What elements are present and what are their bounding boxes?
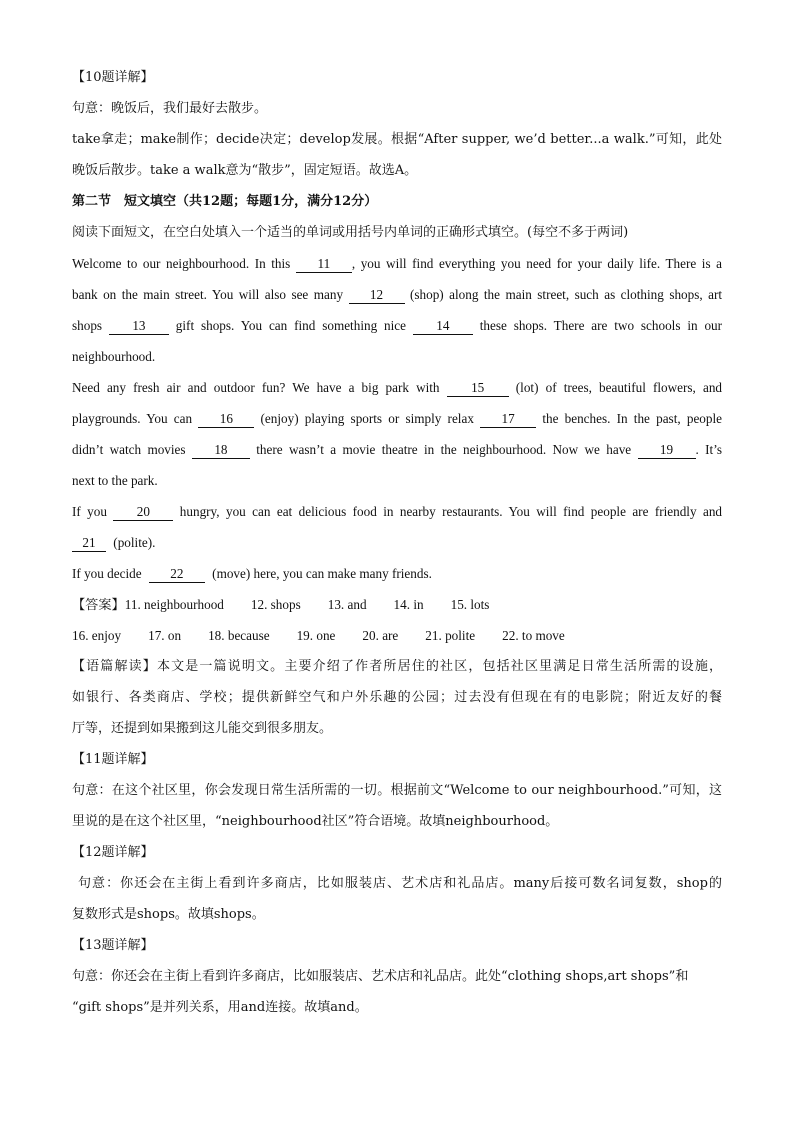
answer-item: 13. and <box>327 597 367 612</box>
blank-19: 19 <box>638 442 696 459</box>
q11-line-2: 里说的是在这个社区里，“neighbourhood社区”符合语境。故填neighbourhood。 <box>72 814 559 829</box>
passage-line <box>72 558 722 589</box>
analysis-label: 【语篇解读】 <box>72 659 157 674</box>
passage-text: playgrounds. You can <box>72 411 193 426</box>
analysis-line-1 <box>72 651 722 682</box>
passage-text: shops <box>72 318 103 333</box>
passage-line <box>72 496 722 527</box>
passage-text: (lot) of trees, beautiful flowers, and <box>515 380 722 395</box>
blank-15: 15 <box>447 380 509 397</box>
document-page <box>72 62 722 1023</box>
blank-18: 18 <box>192 442 250 459</box>
passage-text: If you decide <box>72 566 142 581</box>
blank-11: 11 <box>296 256 352 273</box>
passage-text: bank on the main street. You will also see many <box>72 287 344 302</box>
q12-heading: 【12题详解】 <box>72 845 154 860</box>
passage-line <box>72 248 722 279</box>
answer-item: 20. are <box>362 628 399 643</box>
passage-text: , you will find everything you need for your daily life. There is a <box>351 256 722 271</box>
blank-13: 13 <box>109 318 169 335</box>
section-instruction: 阅读下面短文，在空白处填入一个适当的单词或用括号内单词的正确形式填空。(每空不多于两词) <box>72 225 629 240</box>
blank-21: 21 <box>72 535 106 552</box>
passage-line: neighbourhood. <box>72 349 156 364</box>
answers-row-2 <box>72 620 722 651</box>
answers-row-1 <box>72 589 722 620</box>
q13-line-2: “gift shops”是并列关系，用and连接。故填and。 <box>72 1000 368 1015</box>
passage-text: there wasn’t a movie theatre in the neighbourhood. Now we have <box>256 442 632 457</box>
blank-14: 14 <box>413 318 473 335</box>
answer-item: 17. on <box>148 628 182 643</box>
passage-line <box>72 527 722 558</box>
passage-text: gift shops. You can find something nice <box>175 318 406 333</box>
passage-text: hungry, you can eat delicious food in nearby restaurants. You will find people are friendly and <box>179 504 722 519</box>
q10-explanation-line1: take拿走；make制作；decide决定；develop发展。根据“After supper, we’d better...a walk.”可知，此处 <box>72 132 722 147</box>
passage-line <box>72 310 722 341</box>
q11-heading: 【11题详解】 <box>72 752 154 767</box>
answer-item: 18. because <box>208 628 270 643</box>
answer-item: 16. enjoy <box>72 628 122 643</box>
answer-item: 14. in <box>393 597 424 612</box>
section-title: 第二节 短文填空（共12题；每题1分，满分12分） <box>72 194 378 209</box>
passage-line <box>72 372 722 403</box>
blank-16: 16 <box>198 411 254 428</box>
passage-text: . It’s <box>695 442 722 457</box>
blank-12: 12 <box>349 287 405 304</box>
answer-item: 22. to move <box>502 628 565 643</box>
analysis-line-3: 厅等，还提到如果搬到这儿能交到很多朋友。 <box>72 721 333 736</box>
passage-line <box>72 279 722 310</box>
passage-line <box>72 403 722 434</box>
passage-text: (enjoy) playing sports or simply relax <box>260 411 474 426</box>
q11-line-1: 句意：在这个社区里，你会发现日常生活所需的一切。根据前文“Welcome to our neighbourhood.”可知，这 <box>72 783 722 798</box>
answer-item: 19. one <box>296 628 336 643</box>
answer-item: 15. lots <box>450 597 490 612</box>
answers-label: 【答案】 <box>72 597 125 612</box>
passage-text: these shops. There are two schools in our <box>479 318 722 333</box>
answer-item: 12. shops <box>250 597 301 612</box>
passage-line: next to the park. <box>72 473 158 488</box>
passage-text: Need any fresh air and outdoor fun? We have a big park with <box>72 380 440 395</box>
passage-text: (move) here, you can make many friends. <box>212 566 432 581</box>
blank-17: 17 <box>480 411 536 428</box>
q12-line-2: 复数形式是shops。故填shops。 <box>72 907 265 922</box>
analysis-text: 本文是一篇说明文。主要介绍了作者所居住的社区，包括社区里满足日常生活所需的设施， <box>156 659 722 674</box>
passage-line <box>72 434 722 465</box>
q10-explanation-line2: 晚饭后散步。take a walk意为“散步”，固定短语。故选A。 <box>72 163 418 178</box>
analysis-line-2: 如银行、各类商店、学校；提供新鲜空气和户外乐趣的公园；过去没有但现在有的电影院；附近友好的餐 <box>72 690 722 705</box>
q10-meaning: 句意：晚饭后，我们最好去散步。 <box>72 101 268 116</box>
answer-item: 11. neighbourhood <box>124 597 224 612</box>
q10-heading: 【10题详解】 <box>72 70 154 85</box>
answer-item: 21. polite <box>425 628 476 643</box>
q12-line-1: 句意：你还会在主街上看到许多商店，比如服装店、艺术店和礼品店。many后接可数名词复数，shop的 <box>78 876 722 891</box>
passage-text: Welcome to our neighbourhood. In this <box>72 256 291 271</box>
passage-text: the benches. In the past, people <box>542 411 722 426</box>
q13-line-1: 句意：你还会在主街上看到许多商店，比如服装店、艺术店和礼品店。此处“clothing shops,art shops”和 <box>72 969 689 984</box>
q13-heading: 【13题详解】 <box>72 938 154 953</box>
passage-text: If you <box>72 504 107 519</box>
blank-22: 22 <box>149 566 205 583</box>
passage-text: (polite). <box>113 535 156 550</box>
passage-text: didn’t watch movies <box>72 442 186 457</box>
blank-20: 20 <box>113 504 173 521</box>
passage-text: (shop) along the main street, such as clothing shops, art <box>409 287 722 302</box>
